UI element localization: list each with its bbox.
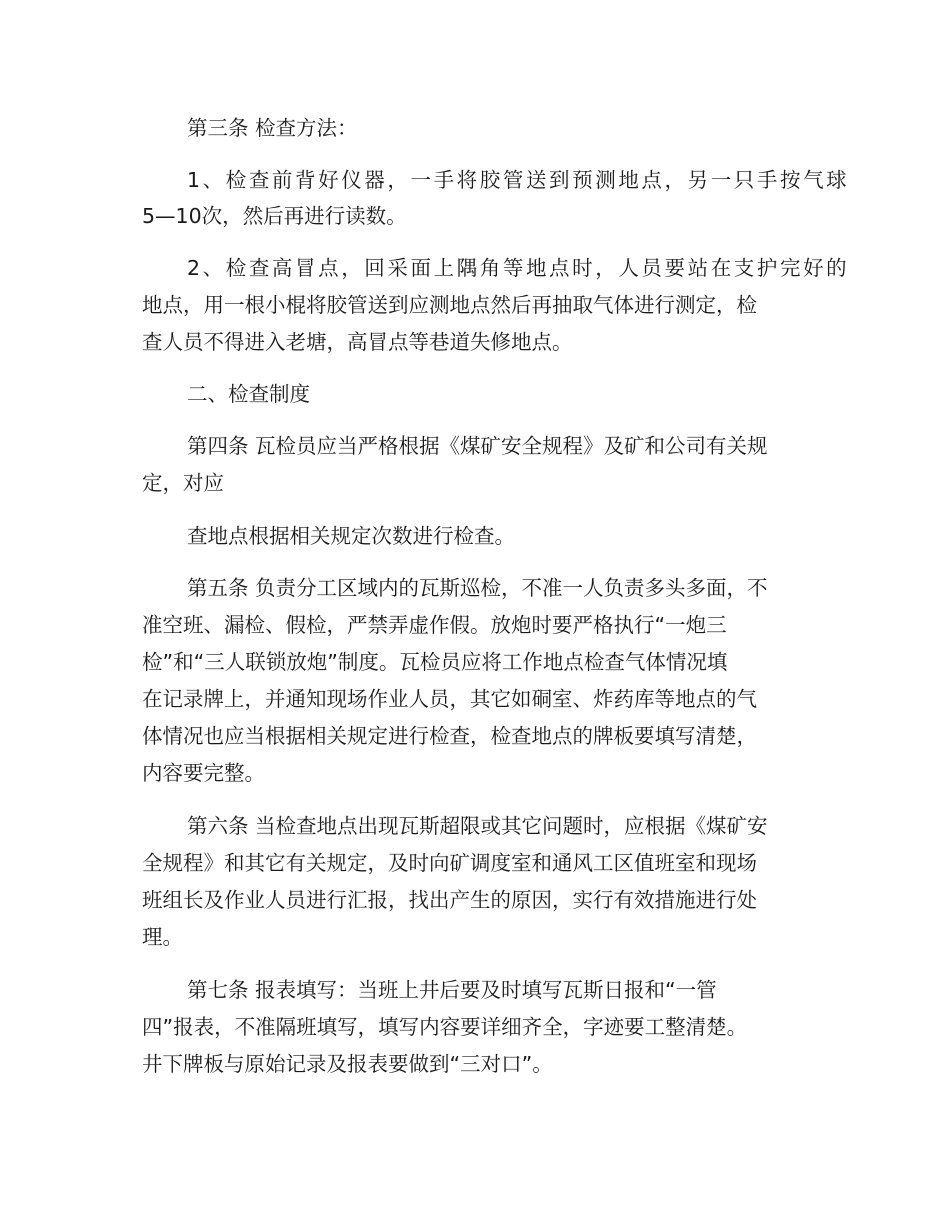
method-1-line-1: 1 、 检 查 前 背 好 仪 器 ， 一 手 将 胶 管 送 到 预 测 地 点 ， 另 一 只 手 按 气 球 <box>187 168 847 192</box>
article-7-line-2: 四”报表，不准隔班填写，填写内容要详细齐全，字迹要工整清楚。 <box>142 1015 748 1039</box>
article-6-line-4: 理。 <box>142 925 183 949</box>
article-5-line-2: 准空班、漏检、假检，严禁弄虚作假。放炮时要严格执行“一炮三 <box>142 613 727 637</box>
article-4-line-2: 定，对应 <box>142 471 224 495</box>
article-6-line-3: 班组长及作业人员进行汇报，找出产生的原因，实行有效措施进行处 <box>142 888 757 912</box>
article-5-line-5: 体情况也应当根据相关规定进行检查，检查地点的牌板要填写清楚， <box>142 724 757 748</box>
article-3-heading: 第三条 检查方法： <box>187 116 358 140</box>
article-5-line-3: 检”和“三人联锁放炮”制度。瓦检员应将工作地点检查气体情况填 <box>142 650 728 674</box>
article-4-continuation: 查地点根据相关规定次数进行检查。 <box>187 524 515 548</box>
method-2-line-3: 查人员不得进入老塘，高冒点等巷道失修地点。 <box>142 330 573 354</box>
article-5-line-1: 第五条 负责分工区域内的瓦斯巡检，不准一人负责多头多面，不 <box>187 576 768 600</box>
article-5-line-4: 在记录牌上，并通知现场作业人员，其它如硐室、炸药库等地点的气 <box>142 687 757 711</box>
article-6-line-1: 第六条 当检查地点出现瓦斯超限或其它问题时，应根据《煤矿安 <box>187 814 768 838</box>
article-6-line-2: 全规程》和其它有关规定，及时向矿调度室和通风工区值班室和现场 <box>142 851 757 875</box>
section-heading-inspection-system: 二、检查制度 <box>187 382 310 406</box>
method-2-line-1: 2 、 检 查 高 冒 点 ， 回 采 面 上 隅 角 等 地 点 时 ， 人 员 要 站 在 支 护 完 好 的 <box>187 256 847 280</box>
article-4-line-1: 第四条 瓦检员应当严格根据《煤矿安全规程》及矿和公司有关规 <box>187 434 768 458</box>
article-5-line-6: 内容要完整。 <box>142 761 265 785</box>
method-2-line-2: 地点，用一根小棍将胶管送到应测地点然后再抽取气体进行测定，检 <box>142 293 757 317</box>
method-1-line-2: 5—10次，然后再进行读数。 <box>142 204 407 228</box>
article-7-line-1: 第七条 报表填写：当班上井后要及时填写瓦斯日报和“一管 <box>187 978 717 1002</box>
article-7-line-3: 井下牌板与原始记录及报表要做到“三对口”。 <box>142 1052 553 1076</box>
